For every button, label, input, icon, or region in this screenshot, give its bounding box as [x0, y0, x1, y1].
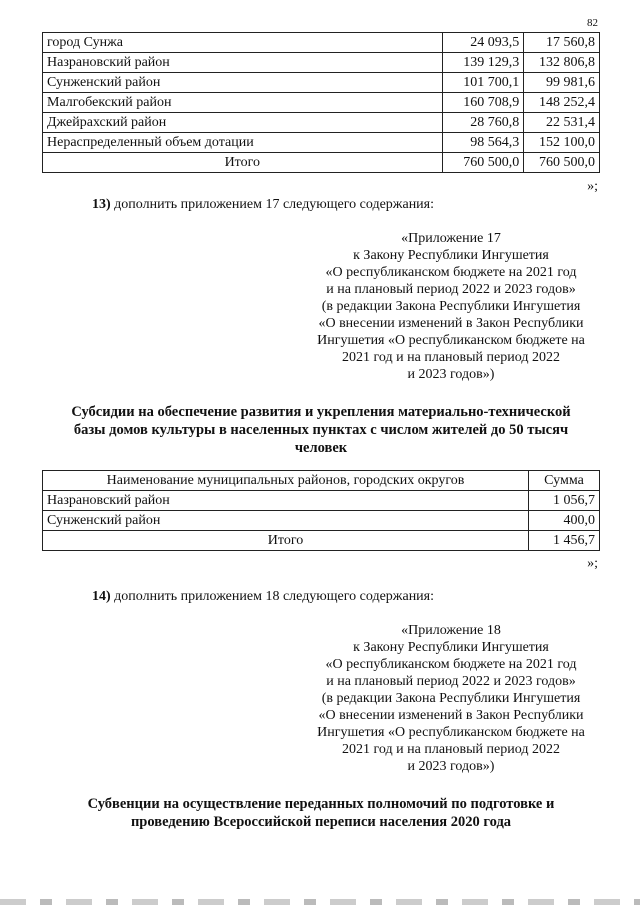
- total-row: [43, 153, 600, 173]
- annex-line: «Приложение 18: [401, 623, 501, 638]
- annex-17-header: [290, 230, 612, 383]
- annex-line: и 2023 годов»): [407, 759, 495, 774]
- amount-cell: 139 129,3: [442, 53, 524, 73]
- table-row: [43, 33, 600, 53]
- table-row: [43, 511, 600, 531]
- amount-cell: 17 560,8: [524, 33, 600, 53]
- table-header-row: [43, 471, 600, 491]
- annex-line: «Приложение 17: [401, 231, 501, 246]
- annex-18-header: [290, 622, 612, 775]
- amount-cell: 22 531,4: [524, 113, 600, 133]
- district-name: город Сунжа: [43, 33, 443, 53]
- district-name: Малгобекский район: [43, 93, 443, 113]
- annex-line: и на плановый период 2022 и 2023 годов»: [326, 674, 576, 689]
- section-heading-18: Субвенции на осуществление переданных полномочий по подготовке и проведению Всероссийской переписи населения 2020 года: [87, 796, 555, 830]
- total-amount: 1 456,7: [529, 531, 600, 551]
- closing-quote: »;: [587, 556, 598, 571]
- amount-cell: 1 056,7: [529, 491, 600, 511]
- amendment-item-14: [92, 589, 434, 605]
- item-number: 14): [92, 589, 111, 604]
- item-text: дополнить приложением 17 следующего содержания:: [114, 197, 435, 212]
- amount-cell: 101 700,1: [442, 73, 524, 93]
- subsidy-table-17: [42, 470, 600, 551]
- total-row: [43, 531, 600, 551]
- district-name: Джейрахский район: [43, 113, 443, 133]
- item-text: дополнить приложением 18 следующего содержания:: [114, 589, 435, 604]
- closing-quote: »;: [587, 179, 598, 194]
- total-amount: 760 500,0: [442, 153, 524, 173]
- annex-line: и 2023 годов»): [407, 367, 495, 382]
- total-label: Итого: [43, 531, 529, 551]
- total-label: Итого: [43, 153, 443, 173]
- annex-line: «О республиканском бюджете на 2021 год: [325, 657, 577, 672]
- district-name: Назрановский район: [43, 53, 443, 73]
- page-number: 82: [587, 17, 598, 29]
- annex-line: и на плановый период 2022 и 2023 годов»: [326, 282, 576, 297]
- amount-cell: 400,0: [529, 511, 600, 531]
- amount-cell: 99 981,6: [524, 73, 600, 93]
- table-row: [43, 491, 600, 511]
- amount-cell: 160 708,9: [442, 93, 524, 113]
- annex-line: «О республиканском бюджете на 2021 год: [325, 265, 577, 280]
- district-name: Сунженский район: [43, 73, 443, 93]
- subsidy-table-continued: [42, 32, 600, 173]
- table-row: [43, 73, 600, 93]
- amount-cell: 24 093,5: [442, 33, 524, 53]
- district-name: Сунженский район: [43, 511, 529, 531]
- annex-line: (в редакции Закона Республики Ингушетия: [321, 299, 581, 314]
- amount-cell: 98 564,3: [442, 133, 524, 153]
- scan-artifact: [0, 899, 640, 905]
- table-row: [43, 93, 600, 113]
- district-name: Назрановский район: [43, 491, 529, 511]
- annex-line: 2021 год и на плановый период 2022: [342, 350, 560, 365]
- annex-line: к Закону Республики Ингушетия: [353, 248, 549, 263]
- district-name: Нераспределенный объем дотации: [43, 133, 443, 153]
- item-number: 13): [92, 197, 111, 212]
- annex-line: 2021 год и на плановый период 2022: [342, 742, 560, 757]
- amount-cell: 132 806,8: [524, 53, 600, 73]
- annex-line: «О внесении изменений в Закон Республики: [318, 316, 584, 331]
- table-row: [43, 133, 600, 153]
- amount-cell: 148 252,4: [524, 93, 600, 113]
- amount-cell: 28 760,8: [442, 113, 524, 133]
- annex-line: (в редакции Закона Республики Ингушетия: [321, 691, 581, 706]
- amount-cell: 152 100,0: [524, 133, 600, 153]
- table-row: [43, 53, 600, 73]
- annex-line: Ингушетия «О республиканском бюджете на: [317, 333, 585, 348]
- column-header: Наименование муниципальных районов, городских округов: [43, 471, 529, 491]
- section-heading-17: Субсидии на обеспечение развития и укрепления материально-технической базы домов культуры в населенных пунктах с числом жителей до 50 тысяч человек: [71, 404, 571, 456]
- table-row: [43, 113, 600, 133]
- annex-line: «О внесении изменений в Закон Республики: [318, 708, 584, 723]
- annex-line: к Закону Республики Ингушетия: [353, 640, 549, 655]
- annex-line: Ингушетия «О республиканском бюджете на: [317, 725, 585, 740]
- total-amount: 760 500,0: [524, 153, 600, 173]
- amendment-item-13: [92, 197, 434, 213]
- column-header: Сумма: [529, 471, 600, 491]
